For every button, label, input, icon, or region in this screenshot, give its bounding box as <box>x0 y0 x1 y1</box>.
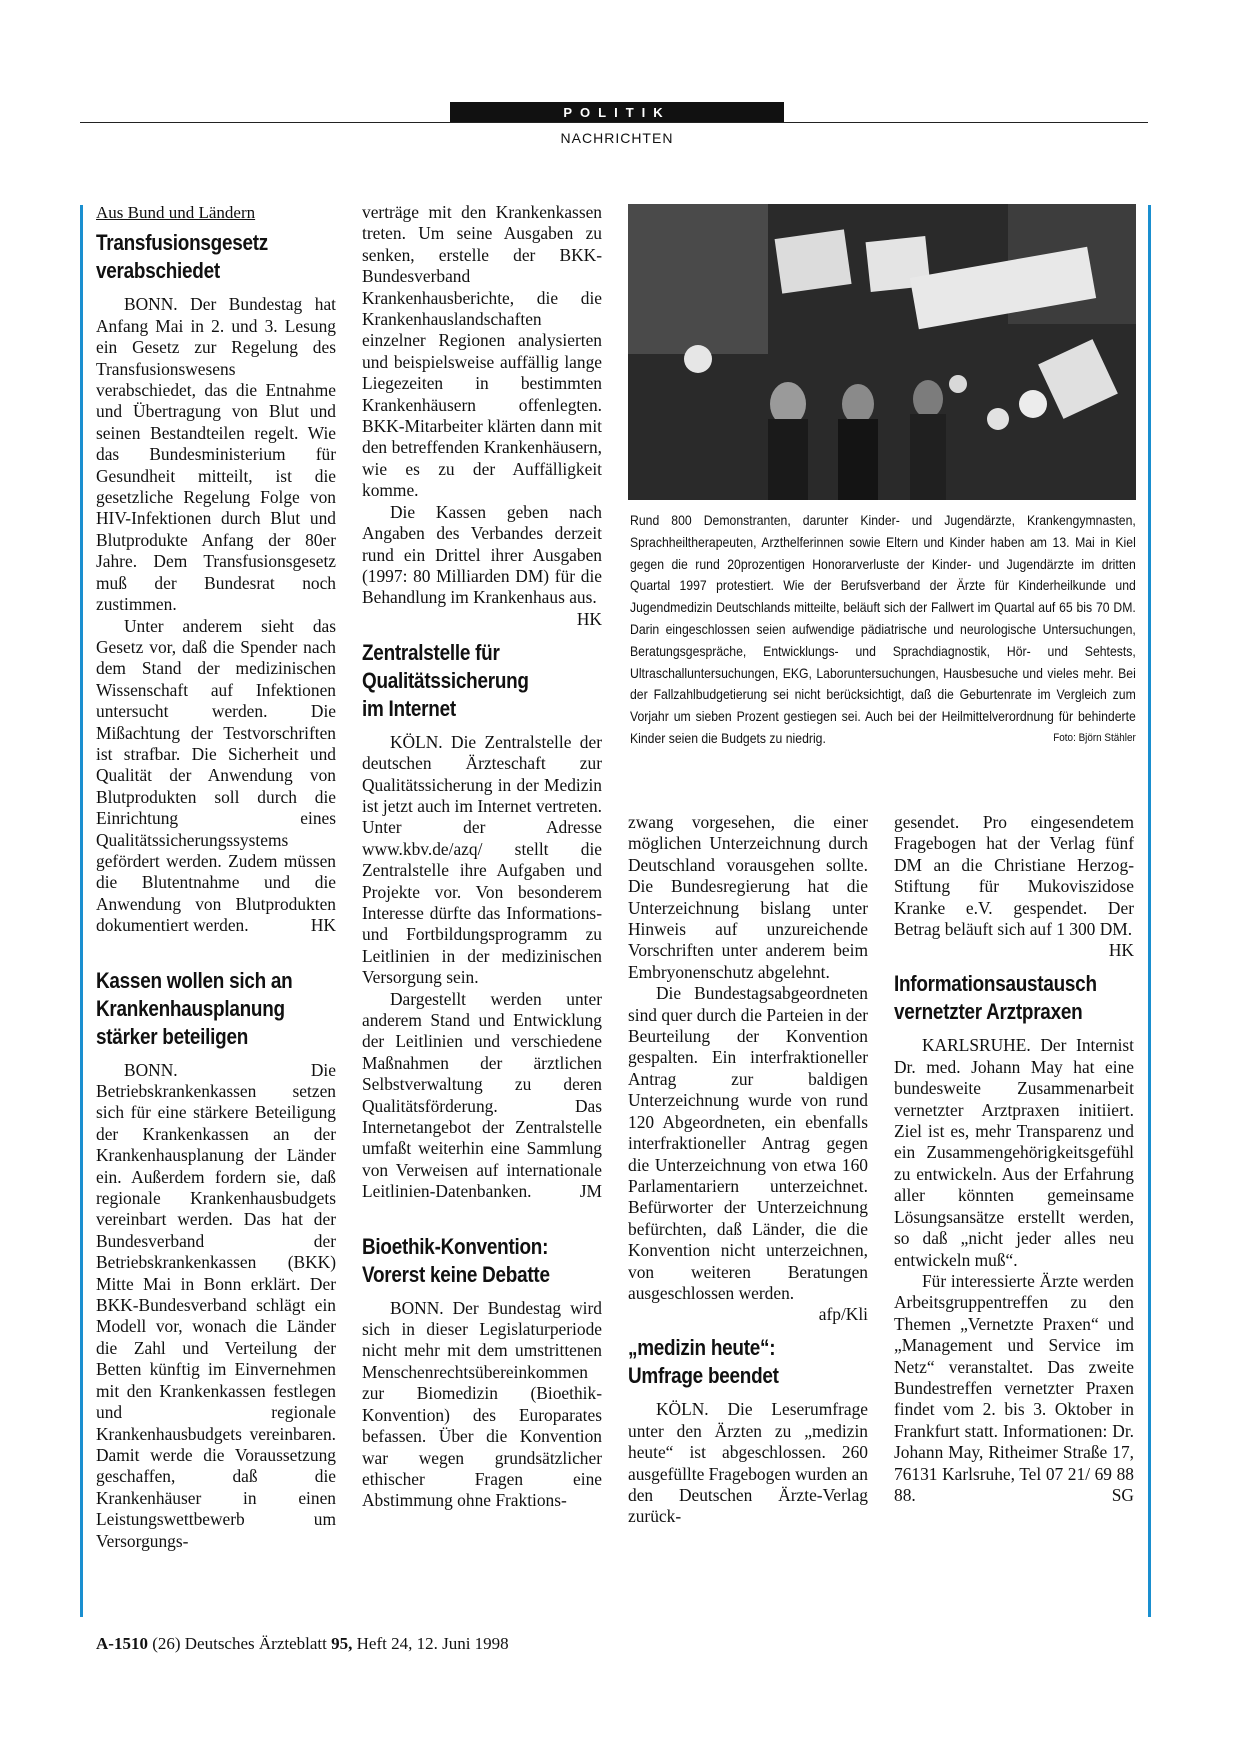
paragraph: KÖLN. Die Zentralstelle der deutschen Ärzteschaft zur Qualitätssicherung in der Medizin ist jetzt auch im Internet vertreten. Unter der Adresse www.kbv.de/azq/ stellt die Zentralstelle ihre Aufgaben und Projekte vor. Von besonderem Interesse dürfte das Informations- und Fortbildungsprogramm zu Leitlinien in der medizinischen Versorgung sein. <box>362 731 602 988</box>
headline-bioethik: Bioethik-Konvention: Vorerst keine Debatte <box>362 1233 550 1287</box>
author-sig: HK <box>1108 940 1134 961</box>
subsection-title: NACHRICHTEN <box>560 130 674 146</box>
headline-zentralstelle: Zentralstelle für Qualitätssicherung im Internet <box>362 639 529 721</box>
paragraph: zwang vorgesehen, die einer möglichen Unterzeichnung durch Deutschland vorausgehen sollte. Die Bundesregierung hat die Unterzeichnung bislang unter Hinweis auf unzureichende Vorschriften unter anderem beim Embryonenschutz abgelehnt. <box>628 812 868 982</box>
paragraph: Unter anderem sieht das Gesetz vor, daß die Spender nach dem Stand der medizinischen Wissenschaft auf Infektionen untersucht werden. Die Mißachtung der Testvorschriften ist strafbar. Die Sicherheit und Qualität der Anwendung von Blutprodukten soll durch die Einrichtung eines Qualitätssicherungssystems gefördert werden. Zudem müssen die Blutentnahme und die Anwendung von Blutprodukten dokumentiert werden. HK <box>96 615 336 936</box>
paragraph: Für interessierte Ärzte werden Arbeitsgruppentreffen zu den Themen „Vernetzte Praxen“ und „Management und Service im Netz“ veranstaltet. Das zweite Bundestreffen vernetzter Praxen findet vom 2. bis 3. Oktober in Frankfurt statt. Informationen: Dr. Johann May, Ritheimer Straße 17, 76131 Karlsruhe, Tel 07 21/ 69 88 88. SG <box>894 1270 1134 1505</box>
footer-issue: Heft 24, 12. Juni 1998 <box>356 1634 509 1653</box>
spacer <box>362 1203 602 1233</box>
paragraph: gesendet. Pro eingesendetem Fragebogen hat der Verlag fünf DM an die Christiane Herzog-Stiftung für Mukoviszidose Kranke e.V. gespendet. Der Betrag beläuft sich auf 1 300 DM. HK <box>894 812 1134 961</box>
caption-text: Rund 800 Demonstranten, darunter Kinder- und Jugendärzte, Krankengymnasten, Sprachheiltherapeuten, Arzthelferinnen sowie Eltern und Kinder haben am 13. Mai in Kiel gegen die rund 20prozentigen Honorarverluste der Kinder- und Jugendärzte im dritten Quartal 1997 protestiert. Wie der Berufsverband der Ärzte für Kinderheilkunde und Jugendmedizin Deutschlands mitteilte, beläuft sich der Fallwert im Quartal auf 65 bis 70 DM. Darin eingeschlossen seien aufwendige pädiatrische und neurologische Untersuchungen, Beratungsgespräche, Entwicklungs- und Sprachdiagnostik, Hör- und Sehtests, Ultraschalluntersuchungen, EKG, Laboruntersuchungen, Hausbesuche und vieles mehr. Bei der Fallzahlbudgetierung sei nicht berücksichtigt, daß die Geburtenrate im Vergleich zum Vorjahr um sieben Prozent gestiegen sei. Auch bei der Heilmittelverordnung für behinderte Kinder seien die Budgets zu niedrig. <box>630 513 1136 746</box>
paragraph: KÖLN. Die Leserumfrage unter den Ärzten zu „medizin heute“ ist abgeschlossen. 260 ausgefüllte Fragebogen wurden an den Deutschen Ärzte-Verlag zurück- <box>628 1399 869 1527</box>
column-4 <box>894 812 1134 1506</box>
page-footer <box>96 1634 509 1654</box>
headline-kassen: Kassen wollen sich an Krankenhausplanung stärker beteiligen <box>96 967 293 1049</box>
section-title: POLITIK <box>563 105 671 120</box>
header-rule <box>80 122 1148 123</box>
paragraph: BONN. Die Betriebskrankenkassen setzen sich für eine stärkere Beteiligung der Krankenkassen an der Krankenhausplanung der Länder ein. Außerdem fordern sie, daß regionale Krankenhausbudgets vereinbart werden. Das hat der Bundesverband der Betriebskrankenkassen (BKK) Mitte Mai in Bonn erklärt. Der BKK-Bundesverband schlägt ein Modell vor, wonach die Länder die Zahl und Verteilung der Betten künftig im Einvernehmen mit den Krankenkassen festlegen und regionale Krankenhausbudgets vereinbaren. Damit werde die Voraussetzung geschaffen, daß die Krankenhäuser in einen Leistungswettbewerb um Versorgungs- <box>96 1059 336 1551</box>
paragraph: Dargestellt werden unter anderem Stand und Entwicklung der Leitlinien und verschiedene Maßnahmen der ärztlichen Selbstverwaltung zu deren Qualitätsförderung. Das Internetangebot der Zentralstelle umfaßt weiterhin eine Sammlung von Verweisen auf internationale Leitlinien-Datenbanken. JM <box>362 988 602 1202</box>
headline-transfusionsgesetz: Transfusionsgesetz verabschiedet <box>96 230 268 284</box>
headline-informationsaustausch: Informationsaustausch vernetzter Arztpraxen <box>894 971 1097 1025</box>
column-3 <box>628 812 868 1528</box>
author-sig: JM <box>579 1181 602 1202</box>
demonstration-photo <box>628 204 1136 500</box>
footer-info: (26) Deutsches Ärzteblatt <box>152 1634 327 1653</box>
author-sig: SG <box>1111 1484 1134 1505</box>
photo-illustration <box>628 204 1136 500</box>
paragraph: KARLSRUHE. Der Internist Dr. med. Johann May hat eine bundesweite Zusammenarbeit vernetzter Arztpraxen initiiert. Ziel ist es, mehr Transparenz und ein Zusammengehörigkeitsgefühl zu entwickeln. Aus der Erfahrung aller könnten gemeinsame Lösungsansätze erstellt werden, so daß „nicht jeder alles neu entwickeln muß“. <box>894 1035 1134 1270</box>
paragraph: Die Kassen geben nach Angaben des Verbandes derzeit rund ein Drittel ihrer Ausgaben (1997: 80 Milliarden DM) für die Behandlung im Krankenhaus aus. HK <box>362 501 602 629</box>
paragraph: BONN. Der Bundestag hat Anfang Mai in 2. und 3. Lesung ein Gesetz zur Regelung des Transfusionswesens verabschiedet, das die Entnahme und Übertragung von Blut und seinen Bestandteilen regelt. Wie das Bundesministerium für Gesundheit mitteilt, ist die gesetzliche Regelung Folge von HIV-Infektionen durch Blut und Blutprodukte Anfang der 80er Jahre. Dem Transfusionsgesetz muß der Bundesrat noch zustimmen. <box>96 294 336 615</box>
spacer <box>96 937 336 967</box>
rubric-label: Aus Bund und Ländern <box>96 203 256 222</box>
headline-medizin-heute: „medizin heute“: Umfrage beendet <box>628 1335 779 1389</box>
photo-caption <box>630 510 1136 750</box>
column-2 <box>362 202 602 1512</box>
paragraph: verträge mit den Krankenkassen treten. Um seine Ausgaben zu senken, erstelle der BKK-Bundesverband Krankenhausberichte, die die Krankenhauslandschaften einzelner Regionen analysierten und beispielsweise auffällig lange Liegezeiten in bestimmten Krankenhäusern offenlegten. BKK-Mitarbeiter klärten dann mit den betreffenden Krankenhäusern, wie es zu der Auffälligkeit komme. <box>362 202 602 501</box>
footer-volume: 95, <box>331 1634 353 1653</box>
spacer <box>894 940 1134 970</box>
author-sig: HK <box>310 915 336 936</box>
column-1 <box>96 202 336 1552</box>
page-number: A-1510 <box>96 1634 148 1653</box>
right-accent-bar <box>1148 205 1151 1617</box>
paragraph: BONN. Der Bundestag wird sich in dieser Legislaturperiode nicht mehr mit dem umstrittenen Menschenrechtsübereinkommen zur Biomedizin (Bioethik-Konvention) des Europarates befassen. Über die Konvention war wegen grundsätzlicher ethischer Fragen eine Abstimmung ohne Fraktions- <box>362 1297 602 1511</box>
paragraph: Die Bundestagsabgeordneten sind quer durch die Parteien in der Beurteilung der Konvention gespalten. Ein interfraktioneller Antrag zur baldigen Unterzeichnung wurde von rund 120 Abgeordneten, ein ebenfalls interfraktioneller Antrag gegen die Unterzeichnung von etwa 160 Parlamentariern unterzeichnet. Befürworter der Unterzeichnung befürchten, daß Länder, die die Konvention nicht unterzeichnen, von weiteren Beratungen ausgeschlossen werden. afp/Kli <box>628 983 868 1325</box>
author-sig: afp/Kli <box>818 1304 868 1325</box>
photo-credit: Foto: Björn Stähler <box>1053 731 1136 744</box>
author-sig: HK <box>576 608 602 629</box>
left-accent-bar <box>80 205 83 1617</box>
header-box <box>450 102 784 123</box>
